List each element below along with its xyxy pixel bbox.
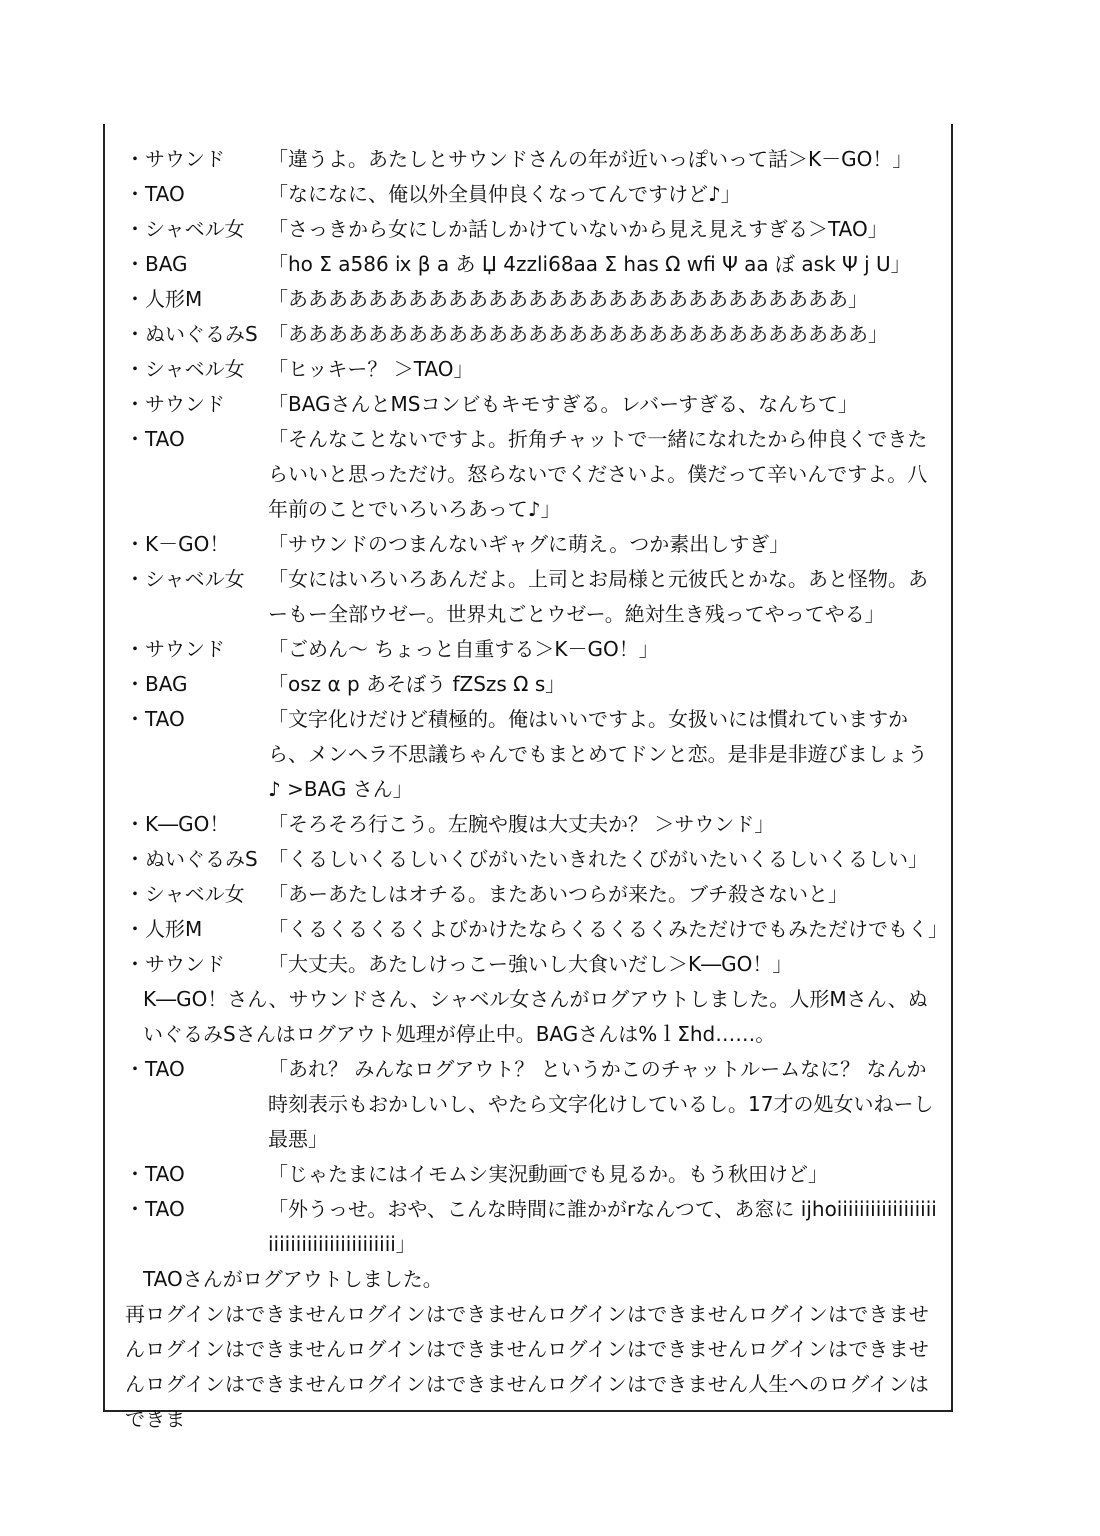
chat-line — [125, 177, 940, 212]
chat-line — [125, 912, 948, 947]
speaker: ・サウンド — [125, 392, 225, 416]
chat-line — [125, 1157, 940, 1192]
speaker: ・BAG — [125, 672, 188, 696]
speaker: ・TAO — [125, 1057, 185, 1081]
speaker: ・TAO — [125, 182, 185, 206]
message: 「あああああああああああああああああああああああああああああ」 — [268, 322, 888, 346]
speaker: ・シャベル女 — [125, 567, 245, 591]
chat-line — [125, 877, 940, 912]
message: 「あれ？ みんなログアウト？ というかこのチャットルームなに？ なんか時刻表示もおかしいし、やたら文字化けしているし。17才の処女いねーし最悪」 — [268, 1057, 934, 1151]
chat-line — [125, 947, 940, 982]
chat-line — [125, 142, 940, 177]
message: 「あーあたしはオチる。またあいつらが来た。ブチ殺さないと」 — [268, 882, 848, 906]
chat-line — [125, 807, 940, 842]
message: 「サウンドのつまんないギャグに萌え。つか素出しすぎ」 — [268, 532, 790, 556]
system-message: TAOさんがログアウトしました。 — [143, 1267, 443, 1291]
speaker: ・人形M — [125, 917, 203, 941]
message: 「そろそろ行こう。左腕や腹は大丈夫か？ ＞サウンド」 — [268, 812, 775, 836]
speaker: ・TAO — [125, 1162, 185, 1186]
speaker: ・ぬいぐるみS — [125, 847, 258, 871]
chat-line — [125, 422, 940, 527]
chat-line — [125, 562, 940, 632]
message: 「なになに、俺以外全員仲良くなってんですけど♪」 — [268, 182, 741, 206]
message: 「osz α p あそぼう fZSzs Ω s」 — [268, 672, 566, 696]
message: 「じゃたまにはイモムシ実況動画でも見るか。もう秋田けど」 — [268, 1162, 828, 1186]
speaker: ・サウンド — [125, 147, 225, 171]
speaker: ・サウンド — [125, 952, 225, 976]
speaker: ・TAO — [125, 427, 185, 451]
message: 「くるくるくるくよびかけたならくるくるくみただけでもみただけでもく」 — [268, 917, 948, 941]
chat-log — [125, 142, 948, 1437]
message: 「ヒッキー？ ＞TAO」 — [268, 357, 474, 381]
message: 「違うよ。あたしとサウンドさんの年が近いっぽいって話＞K－GO！」 — [268, 147, 913, 171]
message: 「くるしいくるしいくびがいたいきれたくびがいたいくるしいくるしい」 — [268, 847, 928, 871]
message: 「大丈夫。あたしけっこー強いし大食いだし＞K―GO！」 — [268, 952, 793, 976]
chat-line — [125, 632, 940, 667]
chat-line — [125, 527, 940, 562]
chat-line — [125, 1192, 940, 1262]
chat-line — [125, 317, 940, 352]
chat-line — [125, 282, 940, 317]
chat-line — [125, 667, 940, 702]
chat-line — [125, 352, 940, 387]
chat-line — [125, 1052, 940, 1157]
message: 「そんなことないですよ。折角チャットで一緒になれたから仲良くできたらいいと思っただけ。怒らないでくださいよ。僕だって辛いんですよ。八年前のことでいろいろあって♪」 — [268, 427, 928, 521]
message: 「BAGさんとMSコンビもキモすぎる。レバーすぎる、なんちて」 — [268, 392, 858, 416]
message: 「外うっせ。おや、こんな時間に誰かがrなんつて、あ窓に ijhoiiiiiiiiiiiiiiiiiiiiiiiiiiiiiiiiiiiiiiiii」 — [268, 1197, 937, 1256]
speaker: ・シャベル女 — [125, 217, 245, 241]
speaker: ・TAO — [125, 707, 185, 731]
speaker: ・BAG — [125, 252, 188, 276]
speaker: ・TAO — [125, 1197, 185, 1221]
message: 「ああああああああああああああああああああああああああああ」 — [268, 287, 868, 311]
document-frame — [103, 124, 953, 1431]
speaker: ・人形M — [125, 287, 203, 311]
speaker: ・シャベル女 — [125, 882, 245, 906]
chat-line — [125, 387, 940, 422]
speaker: ・K―GO！ — [125, 812, 230, 836]
chat-line — [125, 702, 940, 807]
message: 「文字化けだけど積極的。俺はいいですよ。女扱いには慣れていますから、メンヘラ不思議ちゃんでもまとめてドンと恋。是非是非遊びましょう♪ >BAG さん」 — [268, 707, 928, 801]
message: 「ho Σ a586 ⅸ β a あ Џ 4zzli68aa Σ has Ω wfi Ψ aa ぼ ask Ψ j U」 — [268, 252, 911, 276]
closing-paragraph: 再ログインはできませんログインはできませんログインはできませんログインはできませんログインはできませんログインはできませんログインはできませんログインはできませんログインはできませんログインはできませんログインはできません人生へのログインはできま — [125, 1302, 929, 1431]
speaker: ・K－GO！ — [125, 532, 230, 556]
speaker: ・シャベル女 — [125, 357, 245, 381]
system-message: K―GO！さん、サウンドさん、シャベル女さんがログアウトしました。人形Mさん、ぬいぐるみSさんはログアウト処理が停止中。BAGさんは%ｌΣhd……。 — [143, 987, 928, 1046]
speaker: ・ぬいぐるみS — [125, 322, 258, 346]
speaker: ・サウンド — [125, 637, 225, 661]
chat-line — [125, 212, 940, 247]
message: 「女にはいろいろあんだよ。上司とお局様と元彼氏とかな。あと怪物。あーもー全部ウゼー。世界丸ごとウゼー。絶対生き残ってやってやる」 — [268, 567, 928, 626]
message: 「ごめん～ ちょっと自重する＞K－GO！」 — [268, 637, 659, 661]
chat-line — [125, 247, 940, 282]
message: 「さっきから女にしか話しかけていないから見え見えすぎる＞TAO」 — [268, 217, 888, 241]
chat-line — [125, 842, 940, 877]
